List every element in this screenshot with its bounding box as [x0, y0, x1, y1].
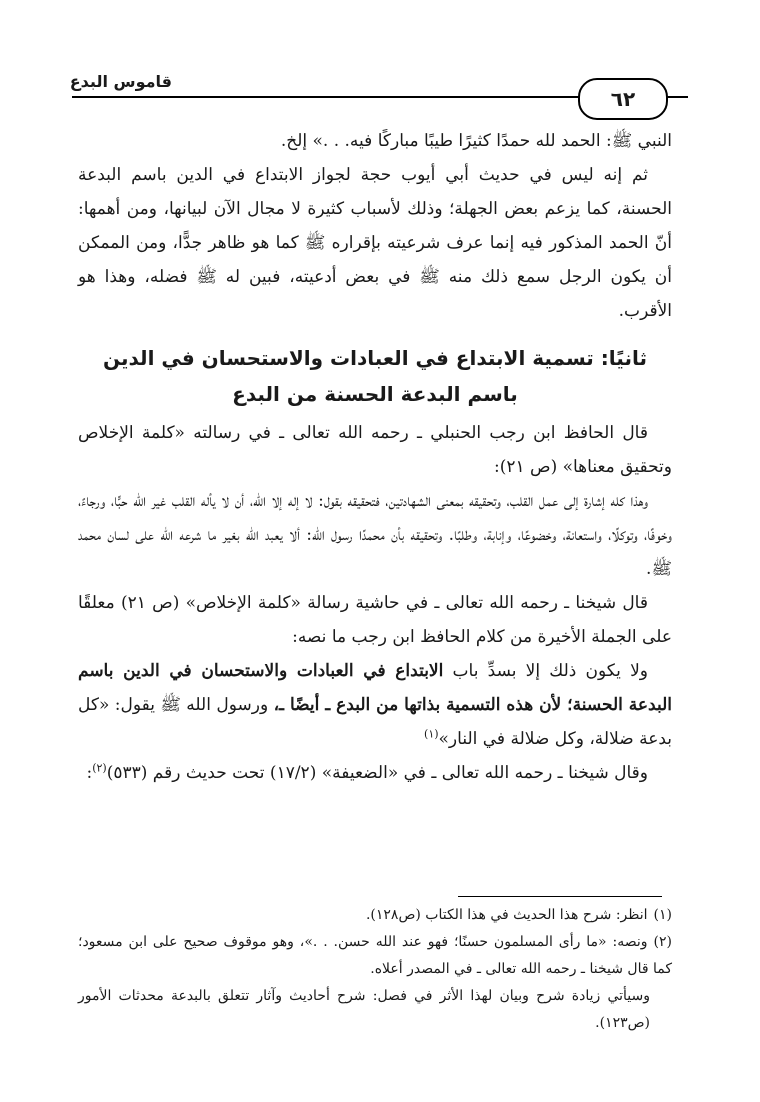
- paragraph-4: وهذا كله إشارة إلى عمل القلب، وتحقيقه بمعنى الشهادتين، فتحقيقه بقول: لا إله إلا الله، أن لا يأله القلب غير الله حبًّا، ورجاءً، وخوفًا، وتوكلًا، واستعانة، وخضوعًا، وإنابة، وطلبًا. وتحقيقه بأن محمدًا رسول الله: ألا يعبد الله بغير ما شرعه الله على لسان محمد ﷺ.: [78, 491, 672, 579]
- section-heading: [78, 340, 672, 412]
- running-header-title: قاموس البدع: [69, 72, 172, 91]
- footnote-1-text: انظر: شرح هذا الحديث في هذا الكتاب (ص١٢٨).: [365, 907, 648, 923]
- footnote-1-number: (١): [653, 907, 672, 923]
- footnote-ref-2: (٢): [92, 761, 107, 775]
- section-heading-line-2: باسم البدعة الحسنة من البدع: [232, 382, 518, 406]
- footnote-2-continuation: وسيأتي زيادة شرح وبيان لهذا الأثر في فصل: شرح أحاديث وآثار تتعلق بالبدعة محدثات الأمور (ص١٢٣).: [78, 988, 650, 1031]
- section-heading-line-1: ثانيًا: تسمية الابتداع في العبادات والاستحسان في الدين: [103, 346, 647, 370]
- header-rule: [72, 96, 580, 98]
- footnote-ref-1: (١): [424, 727, 439, 741]
- paragraph-3: قال الحافظ ابن رجب الحنبلي ـ رحمه الله تعالى ـ في رسالته «كلمة الإخلاص وتحقيق معناها» (ص ٢١):: [78, 423, 672, 477]
- footnote-1: [78, 902, 672, 929]
- page-number: ٦٢: [578, 78, 668, 120]
- footnote-2-number: (٢): [653, 934, 672, 950]
- paragraph-6-end: ورسول الله ﷺ يقول: «كل بدعة ضلالة، وكل ضلالة في النار»: [78, 695, 672, 749]
- paragraph-7: [78, 756, 672, 790]
- paragraph-6: [78, 654, 672, 756]
- paragraph-7-tail: :: [86, 763, 93, 783]
- paragraph-7-main: وقال شيخنا ـ رحمه الله تعالى ـ في «الضعيفة» (١٧/٢) تحت حديث رقم (٥٣٣): [106, 763, 648, 783]
- main-text: [78, 124, 672, 790]
- paragraph-2: ثم إنه ليس في حديث أبي أيوب حجة لجواز الابتداع في الدين باسم البدعة الحسنة، كما يزعم بعض الجهلة؛ وذلك لأسباب كثيرة لا مجال الآن لبيانها، ومن أهمها: أنّ الحمد المذكور فيه إنما عرف شرعيته بإقراره ﷺ كما هو ظاهر جدًّا، ومن الممكن أن يكون الرجل سمع ذلك منه ﷺ في بعض أدعيته، فبين له ﷺ فضله، وهذا هو الأقرب.: [78, 165, 672, 321]
- footnote-2-text: ونصه: «ما رأى المسلمون حسنًا؛ فهو عند الله حسن. . .»، وهو موقوف صحيح على ابن مسعود؛ كما قال شيخنا ـ رحمه الله تعالى ـ في المصدر أعلاه.: [78, 934, 672, 977]
- paragraph-6-bold: الابتداع في العبادات والاستحسان في الدين باسم البدعة الحسنة؛ لأن هذه التسمية بذاتها من البدع ـ أيضًا ـ،: [78, 661, 672, 715]
- paragraph-1: النبي ﷺ: الحمد لله حمدًا كثيرًا طيبًا مباركًا فيه. . .» إلخ.: [280, 131, 672, 151]
- paragraph-6-start: ولا يكون ذلك إلا بسدِّ باب: [452, 661, 649, 681]
- footnotes: [78, 902, 672, 1037]
- paragraph-5: قال شيخنا ـ رحمه الله تعالى ـ في حاشية رسالة «كلمة الإخلاص» (ص ٢١) معلقًا على الجملة الأخيرة من كلام الحافظ ابن رجب ما نصه:: [78, 593, 672, 647]
- footnote-2: [78, 929, 672, 983]
- footnote-separator: [458, 896, 662, 897]
